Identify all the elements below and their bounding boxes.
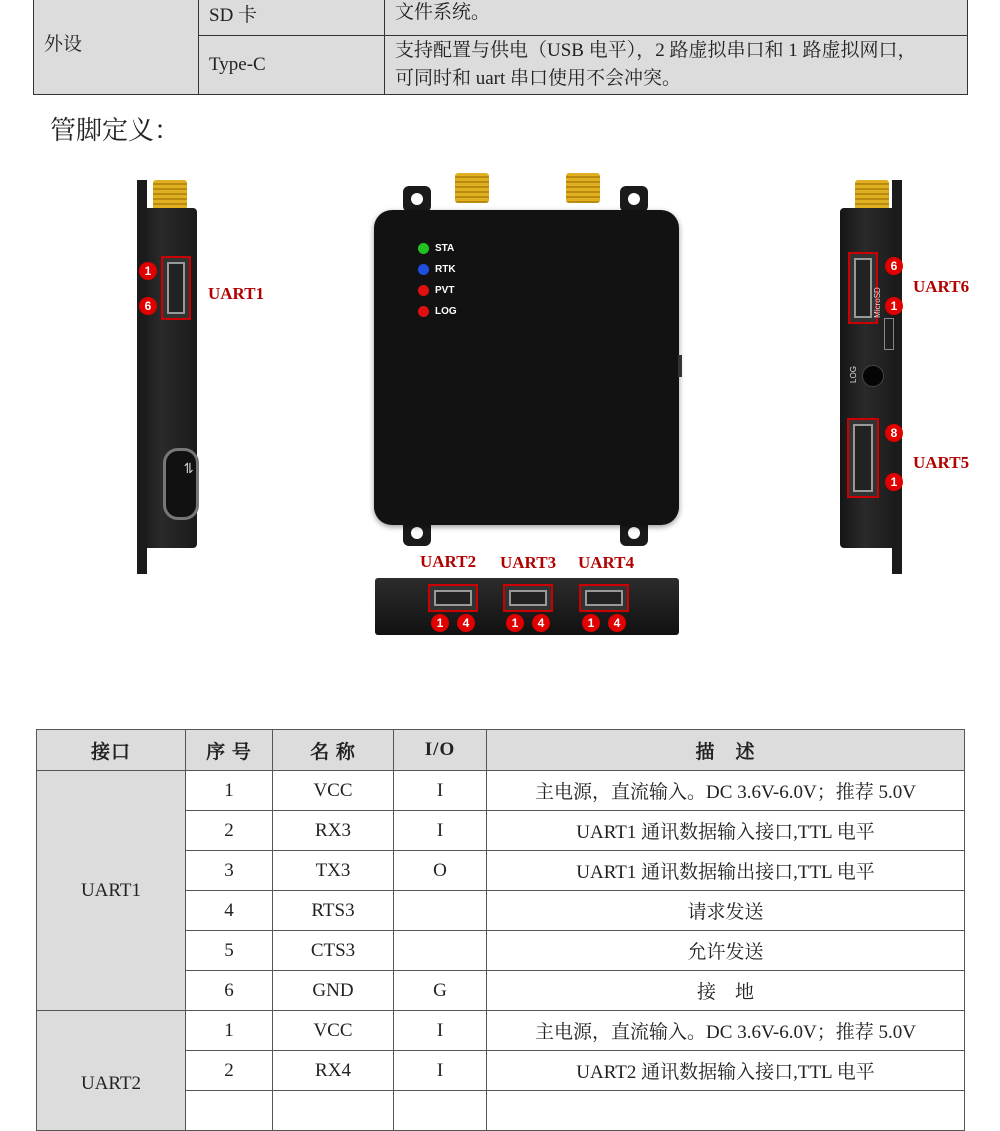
uart4-label: UART4 (578, 553, 635, 572)
pin-marker: 1 (582, 614, 600, 632)
peripheral-desc: 文件系统。 (385, 0, 968, 36)
pin-name: CTS3 (273, 931, 394, 971)
pin-marker: 6 (885, 257, 903, 275)
pin-desc: UART1 通讯数据输入接口,TTL 电平 (487, 811, 965, 851)
uart2-label: UART2 (420, 552, 477, 571)
pin-marker: 4 (457, 614, 475, 632)
peripheral-desc: 支持配置与供电（USB 电平），2 路虚拟串口和 1 路虚拟网口， 可同时和 uart 串口使用不会冲突。 (385, 36, 968, 95)
pin-desc: 请求发送 (487, 891, 965, 931)
pin-desc: 接 地 (487, 971, 965, 1011)
mount-ear (620, 186, 648, 212)
log-button (862, 365, 884, 387)
pin-io (394, 1091, 487, 1131)
pin-io (394, 931, 487, 971)
peripheral-name: Type-C (199, 36, 385, 95)
pin-io: O (394, 851, 487, 891)
antenna-connector (566, 173, 600, 203)
peripheral-name: SD 卡 (199, 0, 385, 36)
led-icon (418, 306, 429, 317)
uart6-label: UART6 (913, 277, 970, 296)
led-rtk (418, 264, 456, 275)
pin-desc: 主电源，直流输入。DC 3.6V-6.0V；推荐 5.0V (487, 771, 965, 811)
antenna-connector (153, 180, 187, 210)
pin-name: VCC (273, 771, 394, 811)
log-label: LOG (848, 366, 858, 383)
pin-marker: 8 (885, 424, 903, 442)
peripheral-row-sd (34, 0, 968, 36)
header-interface: 接口 (37, 730, 186, 771)
pin-name: RX3 (273, 811, 394, 851)
led-log (418, 306, 457, 317)
pin-desc: UART2 通讯数据输入接口,TTL 电平 (487, 1051, 965, 1091)
interface-cell: UART2 (37, 1011, 186, 1131)
led-icon (418, 264, 429, 275)
header-desc: 描 述 (487, 730, 965, 771)
pin-number (186, 1091, 273, 1131)
peripheral-group-label: 外设 (34, 0, 199, 95)
pin-marker: 1 (506, 614, 524, 632)
pin-desc: UART1 通讯数据输出接口,TTL 电平 (487, 851, 965, 891)
antenna-connector (455, 173, 489, 203)
pin-number: 3 (186, 851, 273, 891)
pin-number: 2 (186, 1051, 273, 1091)
header-io: I/O (394, 730, 487, 771)
pin-number: 5 (186, 931, 273, 971)
pin-name: RX4 (273, 1051, 394, 1091)
pin-marker: 4 (532, 614, 550, 632)
pin-number: 4 (186, 891, 273, 931)
led-sta (418, 243, 454, 254)
pin-name: GND (273, 971, 394, 1011)
pin-name: RTS3 (273, 891, 394, 931)
pin-io (394, 891, 487, 931)
uart2-port (428, 584, 478, 612)
uart4-port (579, 584, 629, 612)
peripheral-table (33, 0, 968, 95)
led-label: PVT (435, 285, 455, 296)
interface-cell: UART1 (37, 771, 186, 1011)
uart3-label: UART3 (500, 553, 557, 572)
led-label: STA (435, 243, 455, 254)
pin-desc (487, 1091, 965, 1131)
table-row (37, 771, 965, 811)
led-icon (418, 243, 429, 254)
uart1-label: UART1 (208, 284, 265, 303)
pin-desc: 允许发送 (487, 931, 965, 971)
pin-name (273, 1091, 394, 1131)
mount-flange (892, 180, 902, 574)
uart5-label: UART5 (913, 453, 970, 472)
uart1-port (161, 256, 191, 320)
microsd-slot (884, 318, 894, 350)
usb-icon: ⇌ (180, 462, 197, 474)
pin-io: I (394, 1011, 487, 1051)
header-number: 序 号 (186, 730, 273, 771)
pin-name: VCC (273, 1011, 394, 1051)
led-label: RTK (435, 264, 456, 275)
led-icon (418, 285, 429, 296)
pin-table (36, 729, 965, 1131)
uart5-port (847, 418, 879, 498)
device-top-view (374, 210, 679, 525)
pin-table-header (37, 730, 965, 771)
pin-marker: 1 (431, 614, 449, 632)
pin-io: G (394, 971, 487, 1011)
led-label: LOG (435, 306, 457, 317)
pin-number: 2 (186, 811, 273, 851)
pin-marker: 1 (885, 297, 903, 315)
pin-name: TX3 (273, 851, 394, 891)
side-button (678, 355, 682, 377)
section-title: 管脚定义： (50, 116, 181, 145)
pin-number: 1 (186, 771, 273, 811)
led-pvt (418, 285, 454, 296)
pin-marker: 1 (885, 473, 903, 491)
mount-flange (137, 180, 147, 574)
uart3-port (503, 584, 553, 612)
antenna-connector (855, 180, 889, 210)
pin-io: I (394, 771, 487, 811)
header-name: 名 称 (273, 730, 394, 771)
pin-io: I (394, 1051, 487, 1091)
pin-marker: 6 (139, 297, 157, 315)
mount-ear (403, 186, 431, 212)
microsd-label: MicroSD (872, 287, 882, 318)
table-row (37, 1011, 965, 1051)
pin-io: I (394, 811, 487, 851)
pin-number: 1 (186, 1011, 273, 1051)
usb-c-port (163, 448, 199, 520)
pin-marker: 1 (139, 262, 157, 280)
pin-number: 6 (186, 971, 273, 1011)
pin-marker: 4 (608, 614, 626, 632)
pin-desc: 主电源，直流输入。DC 3.6V-6.0V；推荐 5.0V (487, 1011, 965, 1051)
